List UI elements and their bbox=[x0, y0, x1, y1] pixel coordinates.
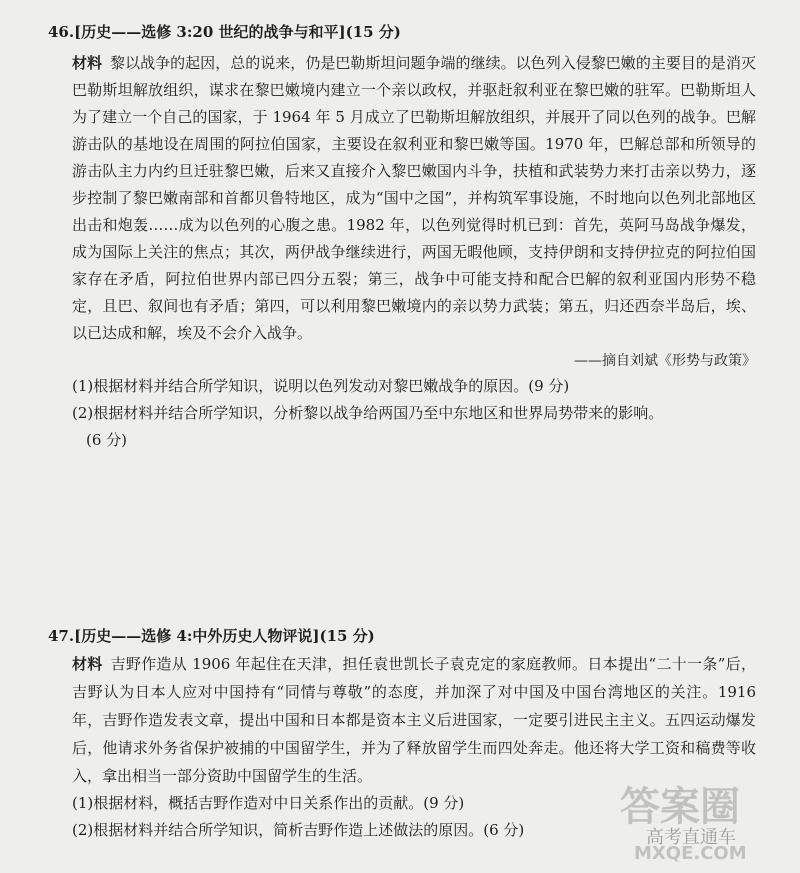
logo-bottom-text: MXQE.COM bbox=[634, 843, 747, 864]
sub-2-score: (6 分) bbox=[86, 431, 128, 449]
question-46-sub-1: (1)根据材料并结合所学知识，说明以色列发动对黎巴嫩战争的原因。(9 分) bbox=[72, 377, 570, 395]
logo-mid-text: 高考直通车 bbox=[646, 827, 736, 848]
question-46-material bbox=[48, 50, 756, 347]
material-text: 黎以战争的起因，总的说来，仍是巴勒斯坦问题争端的继续。以色列入侵黎巴嫩的主要目的是消灭巴勒斯坦解放组织，谋求在黎巴嫩境内建立一个亲以政权，并驱赶叙利亚在黎巴嫩的驻军。巴勒斯坦人为了建立一个自己的国家，于 1964 年 5 月成立了巴勒斯坦解放组织，并展开了同以色列的战争。巴解游击队的基地设在周围的阿拉伯国家，主要设在叙利亚和黎巴嫩等国。1970 年，巴解总部和所领导的游击队主力内约旦迁驻黎巴嫩，后来又直接介入黎巴嫩国内斗争，扶植和武装势力来打击亲以势力，逐步控制了黎巴嫩南部和首都贝鲁特地区，成为“国中之国”，并构筑军事设施，不时地向以色列北部地区出击和炮轰……成为以色列的心腹之患。1982 年，以色列觉得时机已到：首先，英阿马岛战争爆发，成为国际上关注的焦点；其次，两伊战争继续进行，两国无暇他顾，支持伊朗和支持伊拉克的阿拉伯国家存在矛盾，阿拉伯世界内部已四分五裂；第三，战争中可能支持和配合巴解的叙利亚国内形势不稳定，且巴、叙间也有矛盾；第四，可以利用黎巴嫩境内的亲以势力武装；第五，归还西奈半岛后，埃、以已达成和解，埃及不会介入战争。 bbox=[72, 54, 756, 342]
question-47-heading: 47.[历史——选修 4:中外历史人物评说](15 分) bbox=[48, 627, 375, 645]
watermark-logo bbox=[610, 775, 790, 865]
logo-top-text: 答案圈 bbox=[620, 784, 740, 830]
question-47-sub-1: (1)根据材料，概括吉野作造对中日关系作出的贡献。(9 分) bbox=[72, 794, 465, 812]
material-source: ——摘自刘斌《形势与政策》 bbox=[574, 353, 756, 369]
material-text: 吉野作造从 1906 年起住在天津，担任袁世凯长子袁克定的家庭教师。日本提出“二十一条”后，吉野认为日本人应对中国持有“同情与尊敬”的态度，并加深了对中国及中国台湾地区的关注。1916 年，吉野作造发表文章，提出中国和日本都是资本主义后进国家，一定要引进民主主义。五四运动爆发后，他请求外务省保护被捕的中国留学生，并为了释放留学生而四处奔走。他还将大学工资和稿费等收入，拿出相当一部分资助中国留学生的生活。 bbox=[72, 655, 756, 785]
question-46-sub-2 bbox=[48, 400, 756, 454]
question-46-heading: 46.[历史——选修 3:20 世纪的战争与和平](15 分) bbox=[48, 23, 401, 41]
question-47-sub-2: (2)根据材料并结合所学知识，简析吉野作造上述做法的原因。(6 分) bbox=[72, 821, 525, 839]
material-label: 材料 bbox=[72, 655, 103, 673]
material-label: 材料 bbox=[72, 54, 103, 72]
question-47-material bbox=[48, 650, 756, 790]
question-46 bbox=[48, 20, 756, 454]
sub-2-text: (2)根据材料并结合所学知识，分析黎以战争给两国乃至中东地区和世界局势带来的影响。 bbox=[72, 404, 664, 422]
